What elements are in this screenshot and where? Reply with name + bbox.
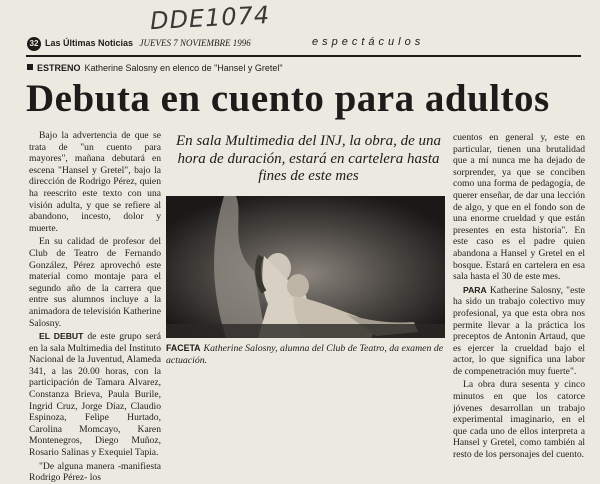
paragraph: La obra dura sesenta y cinco minutos en que los catorce jóvenes desarrollan un trabajo experimental imaginario, en el que cada uno de ellos interpreta a Hansel y Gretel, como también al resto de los personajes del cuento. (453, 379, 585, 461)
square-bullet-icon (27, 64, 33, 70)
photo-caption (166, 342, 446, 367)
paragraph: cuentos en general y, este en particular, tienen una brutalidad que a mí nunca me ha dejado de sorprender, ya que se conciben como una forma de pedagogía, de querer enseñar, de dar una lección de algo, y que en el fondo son de una enorme crueldad y que están presentes en esta historia". En este caso es el padre quien abandona a Hansel y Gretel en el bosque. Estará en cartelera en esa sala hasta el 30 de este mes. (453, 132, 585, 283)
paragraph-text: Katherine Salosny, "este ha sido un trabajo colectivo muy profesional, ya que esta obra nos permite llevar a la práctica los preceptos de Antonin Artaud, que es ejercer la crueldad bajo el actor, lo que significa una labor de compenetración muy fuerte". (453, 284, 585, 377)
caption-text: Katherine Salosny, alumna del Club de Teatro, da examen de actuación. (166, 343, 444, 366)
article-column-3 (453, 132, 585, 459)
publication-date: JUEVES 7 NOVIEMBRE 1996 (139, 38, 251, 48)
page-number-badge: 32 (27, 37, 41, 51)
kicker (27, 63, 283, 73)
paragraph-text: de este grupo será en la sala Multimedia del Instituto Nacional de la Juventud, Alameda 341, a las 20.00 horas, con la participación de Tamara Alvarez, Constanza Brieva, Paula Burile, Ingrid Cruz, Jorge Díaz, Claudio Espinoza, Felipe Hurtado, Carolina Momcayo, Karen Montenegros, Diego Muñoz, Rosario Salinas y Exequiel Tapia. (29, 331, 161, 459)
kicker-label: ESTRENO (37, 63, 81, 73)
section-name: espectáculos (312, 36, 425, 48)
archive-handwritten-stamp: DDE1074 (149, 0, 271, 36)
photo (166, 196, 445, 338)
paragraph: "De alguna manera -manifiesta Rodrigo Pérez- los (29, 460, 161, 484)
masthead-rule (26, 55, 581, 57)
paragraph (453, 285, 585, 378)
caption-label: FACETA (166, 343, 201, 353)
headline: Debuta en cuento para adultos (26, 77, 550, 120)
paragraph-lead: EL DEBUT (39, 331, 84, 342)
newspaper-name: Las Últimas Noticias (45, 38, 134, 48)
paragraph-lead: PARA (463, 284, 487, 295)
article-column-1 (29, 130, 161, 484)
actors-photo-image (166, 196, 445, 338)
kicker-text: Katherine Salosny en elenco de "Hansel y Gretel" (84, 63, 283, 73)
paragraph (29, 331, 161, 459)
paragraph: En su calidad de profesor del Club de Teatro de Fernando González, Pérez aprovechó este material como montaje para el segundo año de la carrera que entre sus alumnos incluye a la animadora de televisión Katherine Salosny. (29, 236, 161, 329)
masthead (45, 38, 251, 48)
subheadline: En sala Multimedia del INJ, la obra, de una hora de duración, estará en cartelera hasta fines de este mes (176, 133, 441, 184)
paragraph: Bajo la advertencia de que se trata de "un cuento para mayores", mañana debutará en escena "Hansel y Gretel", bajo la dirección de Rodrigo Pérez, quien ha reescrito este texto con una visión adulta, y que se refiere al abandono, incesto, dolor y muerte. (29, 130, 161, 234)
